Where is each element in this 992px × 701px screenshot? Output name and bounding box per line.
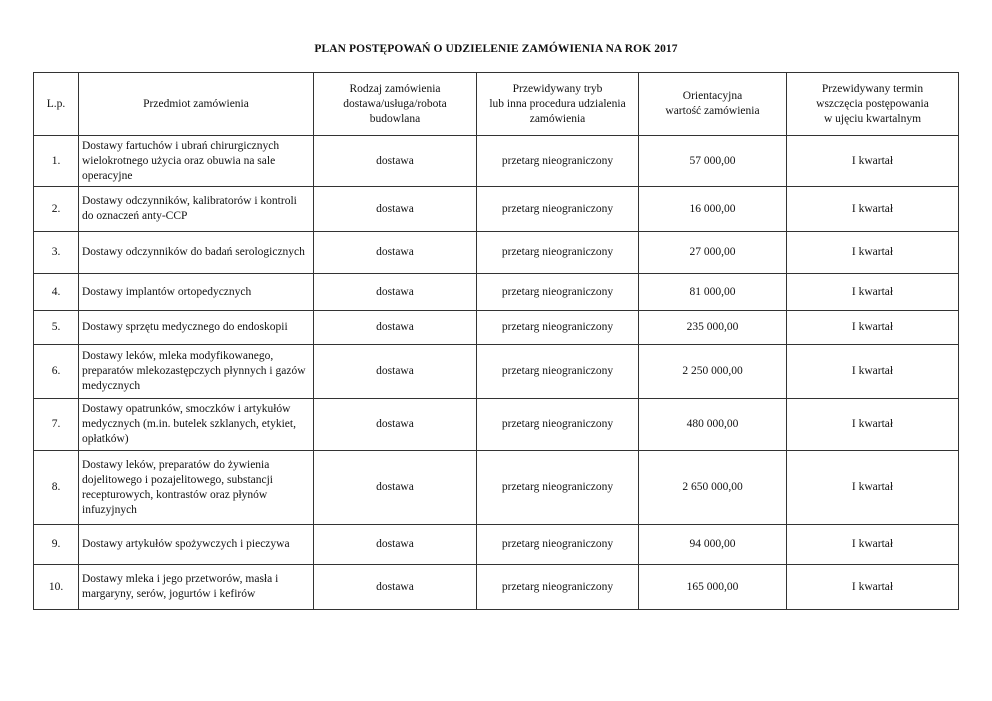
cell-term: I kwartał — [787, 525, 959, 565]
cell-value: 2 650 000,00 — [639, 451, 787, 525]
cell-subject: Dostawy implantów ortopedycznych — [79, 274, 314, 311]
cell-value: 2 250 000,00 — [639, 345, 787, 399]
cell-type: dostawa — [314, 274, 477, 311]
cell-procedure: przetarg nieograniczony — [477, 232, 639, 274]
cell-value: 27 000,00 — [639, 232, 787, 274]
cell-term: I kwartał — [787, 565, 959, 610]
table-row — [34, 311, 959, 345]
header-term: Przewidywany termin wszczęcia postępowania w ujęciu kwartalnym — [787, 73, 959, 136]
cell-subject: Dostawy odczynników, kalibratorów i kontroli do oznaczeń anty-CCP — [79, 187, 314, 232]
cell-procedure: przetarg nieograniczony — [477, 399, 639, 451]
table-row — [34, 187, 959, 232]
cell-subject: Dostawy opatrunków, smoczków i artykułów medycznych (m.in. butelek szklanych, etykiet, opłatków) — [79, 399, 314, 451]
table-row — [34, 274, 959, 311]
cell-lp: 7. — [34, 399, 79, 451]
header-procedure: Przewidywany tryb lub inna procedura udzialenia zamówienia — [477, 73, 639, 136]
page-title: PLAN POSTĘPOWAŃ O UDZIELENIE ZAMÓWIENIA NA ROK 2017 — [314, 43, 678, 55]
cell-procedure: przetarg nieograniczony — [477, 345, 639, 399]
header-subject: Przedmiot zamówienia — [79, 73, 314, 136]
cell-term: I kwartał — [787, 187, 959, 232]
cell-type: dostawa — [314, 187, 477, 232]
cell-value: 16 000,00 — [639, 187, 787, 232]
cell-subject: Dostawy odczynników do badań serologicznych — [79, 232, 314, 274]
cell-lp: 1. — [34, 136, 79, 187]
header-value: Orientacyjna wartość zamówienia — [639, 73, 787, 136]
cell-term: I kwartał — [787, 399, 959, 451]
header-row — [34, 73, 959, 136]
table-row — [34, 565, 959, 610]
cell-type: dostawa — [314, 311, 477, 345]
cell-lp: 8. — [34, 451, 79, 525]
cell-lp: 4. — [34, 274, 79, 311]
cell-term: I kwartał — [787, 274, 959, 311]
cell-term: I kwartał — [787, 345, 959, 399]
cell-value: 165 000,00 — [639, 565, 787, 610]
cell-value: 57 000,00 — [639, 136, 787, 187]
cell-procedure: przetarg nieograniczony — [477, 525, 639, 565]
table-row — [34, 525, 959, 565]
cell-value: 235 000,00 — [639, 311, 787, 345]
cell-procedure: przetarg nieograniczony — [477, 136, 639, 187]
cell-subject: Dostawy leków, preparatów do żywienia dojelitowego i pozajelitowego, substancji recepturowych, kontrastów oraz płynów infuzyjnych — [79, 451, 314, 525]
cell-term: I kwartał — [787, 232, 959, 274]
cell-procedure: przetarg nieograniczony — [477, 311, 639, 345]
cell-type: dostawa — [314, 232, 477, 274]
cell-procedure: przetarg nieograniczony — [477, 565, 639, 610]
cell-term: I kwartał — [787, 451, 959, 525]
cell-subject: Dostawy mleka i jego przetworów, masła i margaryny, serów, jogurtów i kefirów — [79, 565, 314, 610]
cell-type: dostawa — [314, 525, 477, 565]
cell-procedure: przetarg nieograniczony — [477, 274, 639, 311]
table-row — [34, 345, 959, 399]
table-row — [34, 399, 959, 451]
table-row — [34, 232, 959, 274]
cell-value: 480 000,00 — [639, 399, 787, 451]
cell-value: 94 000,00 — [639, 525, 787, 565]
cell-subject: Dostawy sprzętu medycznego do endoskopii — [79, 311, 314, 345]
cell-type: dostawa — [314, 136, 477, 187]
cell-subject: Dostawy leków, mleka modyfikowanego, preparatów mlekozastępczych płynnych i gazów medycznych — [79, 345, 314, 399]
cell-type: dostawa — [314, 345, 477, 399]
cell-lp: 3. — [34, 232, 79, 274]
table-row — [34, 136, 959, 187]
table-row — [34, 451, 959, 525]
cell-subject: Dostawy fartuchów i ubrań chirurgicznych wielokrotnego użycia oraz obuwia na sale operacyjne — [79, 136, 314, 187]
cell-type: dostawa — [314, 565, 477, 610]
cell-term: I kwartał — [787, 311, 959, 345]
cell-type: dostawa — [314, 451, 477, 525]
cell-lp: 10. — [34, 565, 79, 610]
cell-procedure: przetarg nieograniczony — [477, 451, 639, 525]
cell-term: I kwartał — [787, 136, 959, 187]
header-type: Rodzaj zamówienia dostawa/usługa/robota budowlana — [314, 73, 477, 136]
cell-lp: 9. — [34, 525, 79, 565]
cell-procedure: przetarg nieograniczony — [477, 187, 639, 232]
cell-lp: 2. — [34, 187, 79, 232]
procurement-table — [33, 72, 959, 610]
cell-subject: Dostawy artykułów spożywczych i pieczywa — [79, 525, 314, 565]
cell-lp: 6. — [34, 345, 79, 399]
cell-value: 81 000,00 — [639, 274, 787, 311]
header-lp: L.p. — [34, 73, 79, 136]
cell-lp: 5. — [34, 311, 79, 345]
cell-type: dostawa — [314, 399, 477, 451]
